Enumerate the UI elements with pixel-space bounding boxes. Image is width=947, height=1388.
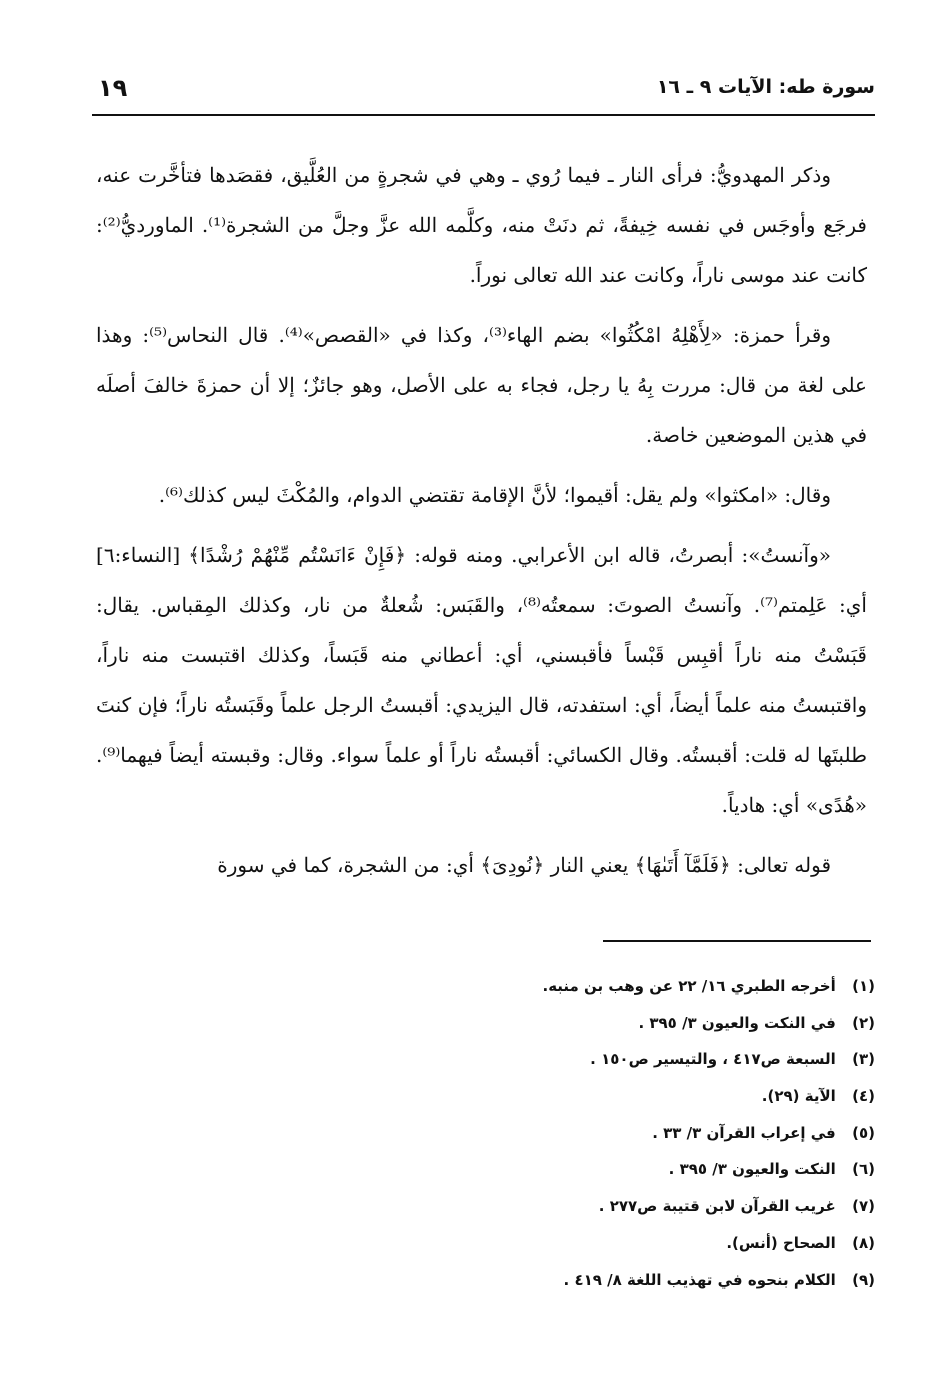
footnote-number: (٣) — [852, 1050, 875, 1069]
footnote-text: الكلام بنحوه في تهذيب اللغة ٨/ ٤١٩ . — [563, 1270, 836, 1289]
footnote-text: الآية (٢٩). — [761, 1087, 836, 1106]
footnote-number: (٩) — [852, 1270, 875, 1289]
footnote-number: (١) — [852, 977, 875, 995]
footnotes — [96, 968, 875, 1298]
footnote-text: الصحاح (أنس). — [726, 1233, 836, 1252]
footnote-item — [96, 1151, 875, 1188]
footnote-number: (٨) — [852, 1233, 875, 1252]
page-header — [92, 70, 875, 116]
paragraph: وقال: «امكثوا» ولم يقل: أقيموا؛ لأنَّ الإقامة تقتضي الدوام، والمُكْثَ ليس كذلك⁽⁶⁾. — [158, 483, 831, 507]
footnote-number: (٦) — [852, 1160, 875, 1179]
page-number: ١٩ — [98, 74, 128, 102]
running-title: سورة طه: الآيات ٩ ـ ١٦ — [656, 76, 875, 98]
footnote-item — [96, 1115, 875, 1152]
footnote-text: غريب القرآن لابن قتيبة ص٢٧٧ . — [598, 1197, 836, 1216]
main-text — [96, 150, 867, 900]
footnote-number: (٥) — [852, 1123, 875, 1142]
header-rule — [92, 114, 875, 116]
paragraph: وذكر المهدويُّ: فرأى النار ـ فيما رُوي ـ وهي في شجرةٍ من العُلَّيق، فقصَدها فتأخَّرت عنه، فرجَع وأوجَس في نفسه خِيفةً، ثم دنَتْ منه، وكلَّمه الله عزَّ وجلَّ من الشجرة⁽¹⁾. الماورديُّ⁽²⁾: كانت عند موسى ناراً، وكانت عند الله تعالى نوراً. — [96, 163, 867, 287]
footnote-text: السبعة ص٤١٧ ، والتيسير ص١٥٠ . — [590, 1050, 836, 1069]
footnote-item — [96, 968, 875, 1005]
footnote-number: (٧) — [852, 1197, 875, 1216]
footnote-text: أخرجه الطبري ١٦/ ٢٢ عن وهب بن منبه. — [542, 977, 836, 995]
paragraph: وقرأ حمزة: «لِأَهْلِهُ امْكُثُوا» بضم الهاء⁽³⁾، وكذا في «القصص»⁽⁴⁾. قال النحاس⁽⁵⁾: وهذا على لغة من قال: مررت بِهُ يا رجل، فجاء به على الأصل، وهو جائزٌ؛ إلا أن حمزةَ خالفَ أصلَه في هذين الموضعين خاصة. — [96, 323, 867, 447]
paragraph: قوله تعالى: ﴿فَلَمَّآ أَتَىٰهَا﴾ يعني النار ﴿نُودِىَ﴾ أي: من الشجرة، كما في سورة — [217, 853, 831, 877]
footnote-text: النكت والعيون ٣/ ٣٩٥ . — [668, 1160, 836, 1179]
paragraph: «وآنستُ»: أبصرتُ، قاله ابن الأعرابي. ومنه قوله: ﴿فَإِنْ ءَانَسْتُم مِّنْهُمْ رُشْدًا﴾ [النساء:٦] أي: عَلِمتم⁽⁷⁾. وآنستُ الصوتَ: سمعتُه⁽⁸⁾، والقَبَس: شُعلةٌ من نار، وكذلك المِقباس. يقال: قَبَسْتُ منه ناراً أقبِس قَبْساً فأقبسني، أي: أعطاني منه قَبَساً، وكذلك اقتبست منه ناراً، واقتبستُ منه علماً أيضاً، أي: استفدته، قال اليزيدي: أقبستُ الرجل علماً وقَبَستُه ناراً؛ فإن كنتَ طلبتَها له قلت: أقبستُه. وقال الكسائي: أقبستُه ناراً أو علماً سواء. وقال: وقبسته أيضاً فيهما⁽⁹⁾. «هُدًى» أي: هادياً. — [96, 543, 867, 817]
footnote-number: (٢) — [852, 1013, 875, 1032]
footnote-text: في إعراب القرآن ٣/ ٣٣ . — [652, 1123, 836, 1142]
footnote-item — [96, 1225, 875, 1262]
footnote-item — [96, 1188, 875, 1225]
footnote-number: (٤) — [852, 1087, 875, 1106]
footnote-item — [96, 1262, 875, 1299]
footnote-item — [96, 1078, 875, 1115]
footnote-rule — [603, 940, 871, 942]
footnote-item — [96, 1005, 875, 1042]
footnote-text: في النكت والعيون ٣/ ٣٩٥ . — [638, 1013, 836, 1032]
footnote-item — [96, 1041, 875, 1078]
